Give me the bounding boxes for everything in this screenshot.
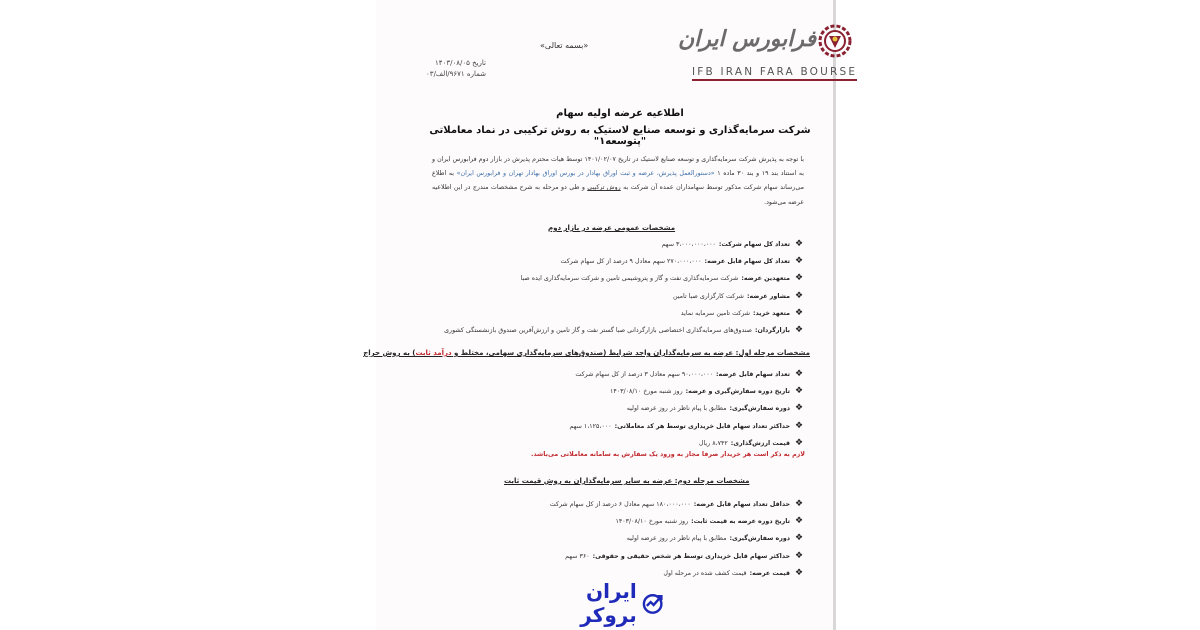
- list-item: [444, 253, 808, 270]
- item-value: ۹۰،۰۰۰،۰۰۰ سهم معادل ۳ درصد از کل سهام شرکت: [575, 371, 714, 378]
- list-item: [570, 418, 809, 435]
- item-value: ۸،۷۴۲ ریال: [698, 439, 728, 447]
- regulation-link[interactable]: «دستورالعمل پذیرش، عرضه و ثبت اوراق بهادار در بورس اوراق بهادار تهران و فرابورس ایران»: [456, 170, 715, 178]
- list-item: [570, 400, 809, 417]
- list-item: [550, 530, 808, 547]
- bullet-icon: ❖: [794, 567, 804, 578]
- bullet-icon: ❖: [794, 290, 804, 301]
- bullet-icon: ❖: [794, 239, 804, 249]
- item-key: تعداد کل سهام شرکت:: [718, 241, 790, 248]
- item-key: حداکثر سهام قابل خریداری توسط هر شخص حقیقی و حقوقی:: [592, 552, 790, 560]
- intro-text: به اطلاع می‌رساند سهام شرکت مذکور توسط سهامداران عمده آن شرکت به: [432, 170, 804, 192]
- stage2-section-title: مشخصات مرحله دوم: عرضه به سایر سرمایه‌گذاران به روش قیمت ثابت: [504, 477, 750, 485]
- list-item: [444, 270, 808, 287]
- item-value: شرکت سرمایه‌گذاری نفت و گاز و پتروشیمی تامین و شرکت سرمایه‌گذاری ایده صبا: [520, 275, 739, 283]
- item-key: حداقل تعداد سهام قابل عرضه:: [693, 501, 790, 508]
- bullet-icon: ❖: [794, 516, 804, 527]
- ifb-logo: [677, 22, 858, 84]
- bullet-icon: ❖: [794, 499, 804, 509]
- item-value: صندوق‌های سرمایه‌گذاری اختصاصی بازارگردانی صبا گستر نفت و گاز تامین و ارزش‌آفرین صندوق بازنشستگی کشوری: [444, 326, 752, 334]
- method-underlined: روش ترکیبی: [587, 184, 621, 192]
- list-item: [570, 435, 809, 452]
- item-value: ۳۶۰ سهم: [565, 552, 590, 560]
- item-key: دوره سفارش‌گیری:: [729, 535, 790, 543]
- date-label: تاریخ ۱۴۰۳/۰۸/۰۵: [435, 59, 486, 67]
- list-item: [444, 288, 808, 305]
- list-item: [444, 236, 808, 253]
- iranbroker-watermark: [526, 579, 666, 627]
- classification-label: «بسمه تعالی»: [540, 41, 589, 50]
- general-list: [444, 236, 808, 339]
- item-value: ۱۸۰،۰۰۰،۰۰۰ سهم معادل ۶ درصد از کل سهام شرکت: [549, 501, 691, 508]
- item-key: متعهدین عرضه:: [741, 275, 790, 283]
- item-key: تاریخ دوره سفارش‌گیری و عرضه:: [685, 388, 790, 396]
- list-item: [570, 366, 809, 383]
- item-value: ۳،۰۰۰،۰۰۰،۰۰۰ سهم: [661, 241, 716, 248]
- stage2-list: [550, 496, 808, 582]
- item-key: دوره سفارش‌گیری:: [729, 405, 790, 413]
- list-item: [570, 383, 809, 400]
- item-value: ۱،۱۲۵،۰۰۰ سهم: [569, 422, 612, 430]
- bullet-icon: ❖: [794, 307, 804, 318]
- item-value: شرکت تامین سرمایه نماید: [680, 309, 750, 317]
- item-key: تاریخ دوره عرضه به قیمت ثابت:: [691, 518, 790, 526]
- item-value: قیمت کشف شده در مرحله اول: [663, 569, 747, 577]
- item-value: شرکت کارگزاری صبا تامین: [672, 292, 744, 300]
- list-item: [550, 496, 808, 513]
- stage1-list: [570, 366, 809, 452]
- item-value: روز شنبه مورخ ۱۴۰۳/۰۸/۱۰: [609, 388, 683, 396]
- intro-text: با توجه به پذیرش شرکت سرمایه‌گذاری و توسعه صنایع لاستیک در تاریخ ۱۴۰۱/۰۲/۰۷ توسط هیات محترم پذیرش در بازار دوم فرابورس ایران و به استناد بند ۱۹ و بند ۳۰ ماده ۱: [432, 156, 804, 178]
- list-item: [550, 548, 808, 565]
- chart-growth-icon: [641, 590, 666, 616]
- logo-persian-text: فرابورس ایران: [677, 26, 816, 52]
- item-key: تعداد کل سهام قابل عرضه:: [704, 258, 790, 266]
- item-value: روز شنبه مورخ ۱۴۰۳/۰۸/۱۰: [615, 518, 689, 526]
- number-label: شماره ۹۶۷۱/الف/۰۳: [426, 70, 486, 78]
- item-key: تعداد سهام قابل عرضه:: [716, 371, 790, 378]
- item-value: مطابق با پیام ناظر در روز عرضه اولیه: [626, 535, 727, 543]
- intro-paragraph: [432, 153, 804, 210]
- item-value: ۲۷۰،۰۰۰،۰۰۰ سهم معادل ۹ درصد از کل سهام شرکت: [560, 258, 702, 266]
- bullet-icon: ❖: [794, 386, 804, 397]
- stage1-note: لازم به ذکر است هر خریدار صرفا مجاز به ورود یک سفارش به سامانه معاملاتی می‌باشد.: [531, 451, 805, 458]
- intro-text: و طی دو مرحله به شرح مشخصات مندرج در این اطلاعیه عرضه می‌شود.: [432, 184, 804, 206]
- ifb-emblem-icon: [818, 24, 852, 58]
- list-item: [550, 513, 808, 530]
- item-key: مشاور عرضه:: [746, 292, 790, 300]
- stage1-title-text: مشخصات مرحله اول: عرضه به سرمایه‌گذاران واجد شرایط (صندوق‌های سرمایه‌گذاری سهامی، مختلط و: [451, 349, 810, 357]
- page-title: اطلاعیه عرضه اولیه سهام: [556, 108, 684, 119]
- stage1-title-highlight: درآمد ثابت: [415, 349, 452, 357]
- item-key: حداکثر تعداد سهام قابل خریداری توسط هر کد معاملاتی:: [614, 422, 790, 430]
- stage1-title-text: ) به روش حراج: [363, 349, 416, 357]
- list-item: [444, 305, 808, 322]
- bullet-icon: ❖: [794, 324, 804, 335]
- logo-english-text: IFB IRAN FARA BOURSE: [692, 66, 857, 81]
- item-key: متعهد خرید:: [753, 309, 790, 317]
- stage1-section-title: [363, 349, 810, 357]
- document-meta: [426, 58, 486, 80]
- item-key: بازارگردان:: [755, 326, 790, 334]
- list-item: [444, 322, 808, 339]
- bullet-icon: ❖: [794, 273, 804, 284]
- bullet-icon: ❖: [794, 256, 804, 267]
- item-value: مطابق با پیام ناظر در روز عرضه اولیه: [626, 405, 727, 413]
- page-subtitle: شرکت سرمایه‌گذاری و توسعه صنایع لاستیک به روش ترکیبی در نماد معاملاتی "پتوسعه۱": [429, 125, 811, 147]
- bullet-icon: ❖: [794, 420, 804, 431]
- item-key: قیمت عرضه:: [749, 569, 790, 577]
- bullet-icon: ❖: [794, 403, 804, 414]
- brand-name: ایران بروکر: [580, 579, 637, 627]
- general-section-title: مشخصات عمومی عرضه در بازار دوم: [548, 224, 676, 232]
- item-key: قیمت ارزش‌گذاری:: [730, 439, 790, 447]
- bullet-icon: ❖: [794, 550, 804, 561]
- bullet-icon: ❖: [794, 437, 804, 448]
- bullet-icon: ❖: [794, 369, 804, 379]
- bullet-icon: ❖: [794, 533, 804, 544]
